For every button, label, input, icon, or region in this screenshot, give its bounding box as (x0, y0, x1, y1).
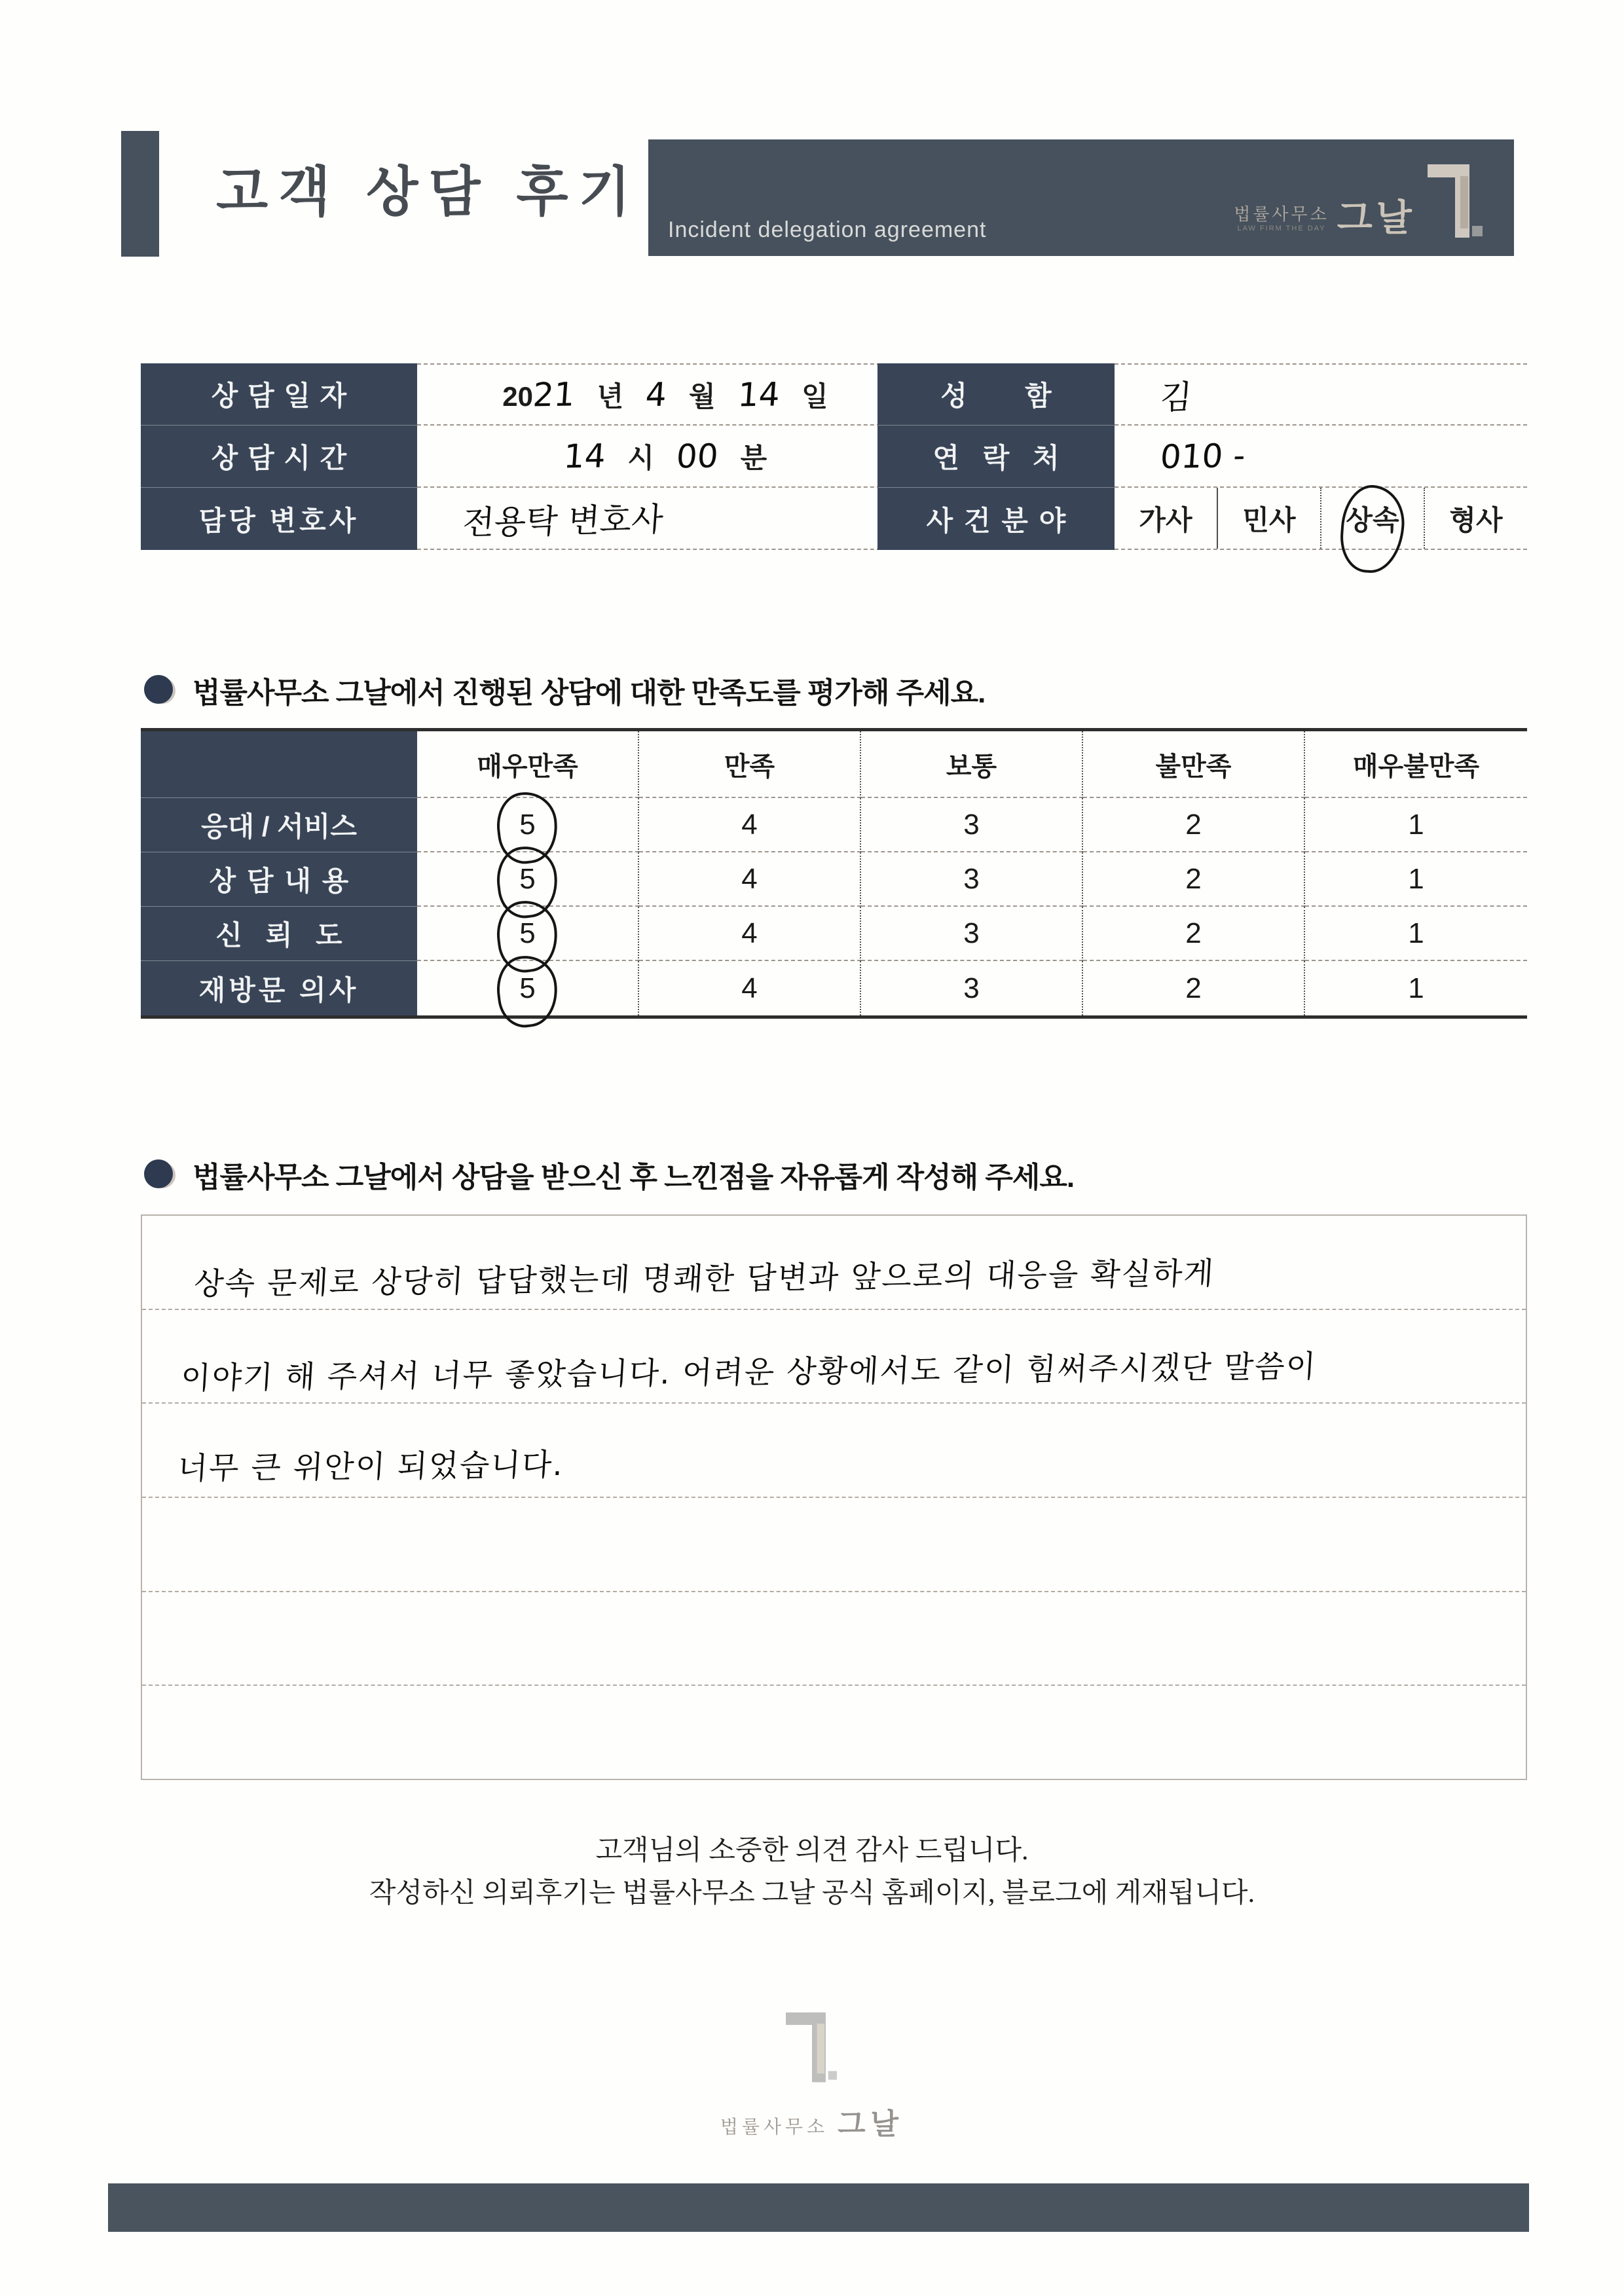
satisfaction-table (141, 728, 1527, 1019)
footer-logo-name: 그날 (838, 2108, 904, 2140)
handwritten-contact: 010 - (1158, 436, 1247, 476)
sat-value: 2 (1083, 961, 1305, 1015)
consult-info-table (141, 363, 913, 550)
firm-logo-caps: LAW FIRM THE DAY (1237, 225, 1326, 232)
feedback-line-empty (142, 1592, 1526, 1686)
thanks-line-2: 작성하신 의뢰후기는 법률사무소 그날 공식 홈페이지, 블로그에 게재됩니다. (369, 1878, 1255, 1909)
case-option-sangsok-selected (1321, 488, 1425, 549)
sat-value-circled: 5 (417, 961, 639, 1015)
sat-col-very-dissatisfied: 매우불만족 (1305, 731, 1527, 798)
footer-logo-type: 법률사무소 (720, 2117, 829, 2137)
section-bullet-icon (144, 674, 175, 706)
label-case-field: 사건분야 (877, 488, 1115, 550)
sat-value-circled: 5 (417, 852, 639, 907)
sat-value: 2 (1083, 798, 1305, 852)
date-printed-prefix: 2021 (502, 374, 576, 414)
sat-value-circled: 5 (417, 798, 639, 852)
sat-value: 4 (639, 907, 861, 961)
contact-value (1115, 426, 1527, 488)
client-info-table (877, 363, 1527, 550)
sat-value: 2 (1083, 852, 1305, 907)
handwritten-hour: 14 (562, 436, 607, 476)
sat-col-neutral: 보통 (861, 731, 1083, 798)
satisfaction-prompt: 법률사무소 그날에서 진행된 상담에 대한 만족도를 평가해 주세요. (193, 677, 986, 709)
title-accent-bar (121, 131, 159, 257)
firm-logo (1234, 163, 1484, 239)
sat-row-label-trust: 신뢰도 (141, 907, 417, 961)
handwritten-client-name: 김 (1158, 378, 1194, 416)
hour-unit: 시 (627, 442, 654, 473)
sat-value: 1 (1305, 852, 1527, 907)
sat-value: 4 (639, 852, 861, 907)
case-field-options (1115, 488, 1527, 550)
handwritten-year: 21 (531, 374, 576, 414)
sat-col-satisfied: 만족 (639, 731, 861, 798)
firm-logo-type: 법률사무소 (1234, 204, 1329, 224)
footer-logo-text (720, 2100, 904, 2142)
sat-value: 1 (1408, 972, 1424, 1004)
consult-date-value (417, 363, 913, 426)
client-name-value (1115, 363, 1527, 426)
sat-value: 4 (639, 961, 861, 1015)
feedback-line-empty (142, 1498, 1526, 1592)
sat-value: 3 (861, 798, 1083, 852)
feedback-line: 너무 큰 위안이 되었습니다. (142, 1404, 1526, 1498)
feedback-prompt: 법률사무소 그날에서 상담을 받으신 후 느낀점을 자유롭게 작성해 주세요. (193, 1161, 1075, 1194)
handwritten-day: 14 (736, 374, 781, 414)
firm-logo-mark-icon (1426, 163, 1484, 244)
label-consult-date: 상담일자 (141, 363, 417, 426)
section-bullet-icon (144, 1159, 175, 1190)
hand-circle-mark: 상속 (1346, 499, 1399, 538)
case-option-minsa: 민사 (1218, 488, 1321, 549)
label-client-name: 성함 (877, 363, 1115, 426)
sat-col-very-satisfied: 매우만족 (417, 731, 639, 798)
sat-value: 4 (639, 798, 861, 852)
header-banner (648, 139, 1514, 256)
label-contact: 연락처 (877, 426, 1115, 488)
firm-logo-type-wrap (1234, 206, 1329, 239)
footer-logo (0, 2011, 1624, 2142)
sat-col-dissatisfied: 불만족 (1083, 731, 1305, 798)
feedback-line-empty (142, 1686, 1526, 1779)
thanks-line-1: 고객님의 소중한 의견 감사 드립니다. (595, 1836, 1029, 1866)
page-title: 고객 상담 후기 (216, 162, 641, 222)
feedback-section-head (144, 1154, 1074, 1195)
consult-time-value (417, 426, 913, 488)
thanks-message (0, 1830, 1624, 1915)
sat-value: 3 (861, 907, 1083, 961)
handwritten-minute: 00 (674, 436, 720, 476)
sat-value: 1 (1305, 907, 1527, 961)
lawyer-value (417, 488, 913, 550)
feedback-line: 상속 문제로 상당히 답답했는데 명쾌한 답변과 앞으로의 대응을 확실하게 (142, 1216, 1526, 1310)
footer-logo-mark-icon (784, 2011, 840, 2088)
day-unit: 일 (802, 380, 828, 412)
satisfaction-section-head (144, 669, 985, 711)
case-option-gasa: 가사 (1115, 488, 1218, 549)
sat-value: 3 (861, 852, 1083, 907)
case-option-hyeongsa: 형사 (1449, 504, 1503, 536)
sat-value: 1 (1305, 798, 1527, 852)
month-unit: 월 (688, 380, 716, 412)
sat-row-label-content: 상담내용 (141, 852, 417, 907)
year-unit: 년 (597, 380, 624, 412)
label-consult-time: 상담시간 (141, 426, 417, 488)
sat-corner-cell (141, 731, 417, 798)
sat-value-circled: 5 (417, 907, 639, 961)
label-lawyer: 담당 변호사 (141, 488, 417, 550)
handwritten-month: 4 (644, 375, 669, 414)
sat-value: 3 (861, 961, 1083, 1015)
sat-value: 2 (1083, 907, 1305, 961)
minute-unit: 분 (740, 442, 767, 473)
header-subtitle: Incident delegation agreement (668, 217, 987, 242)
sat-row-label-revisit: 재방문 의사 (141, 961, 417, 1015)
bottom-accent-bar (108, 2183, 1529, 2232)
sat-row-label-service: 응대 / 서비스 (141, 798, 417, 852)
firm-logo-text (1234, 197, 1416, 239)
handwritten-lawyer-name: 전용탁 변호사 (461, 500, 665, 542)
feedback-writing-box (141, 1214, 1527, 1780)
firm-logo-name: 그날 (1337, 197, 1416, 238)
feedback-line: 이야기 해 주셔서 너무 좋았습니다. 어려운 상황에서도 같이 힘써주시겠단 말씀이 (142, 1310, 1526, 1404)
